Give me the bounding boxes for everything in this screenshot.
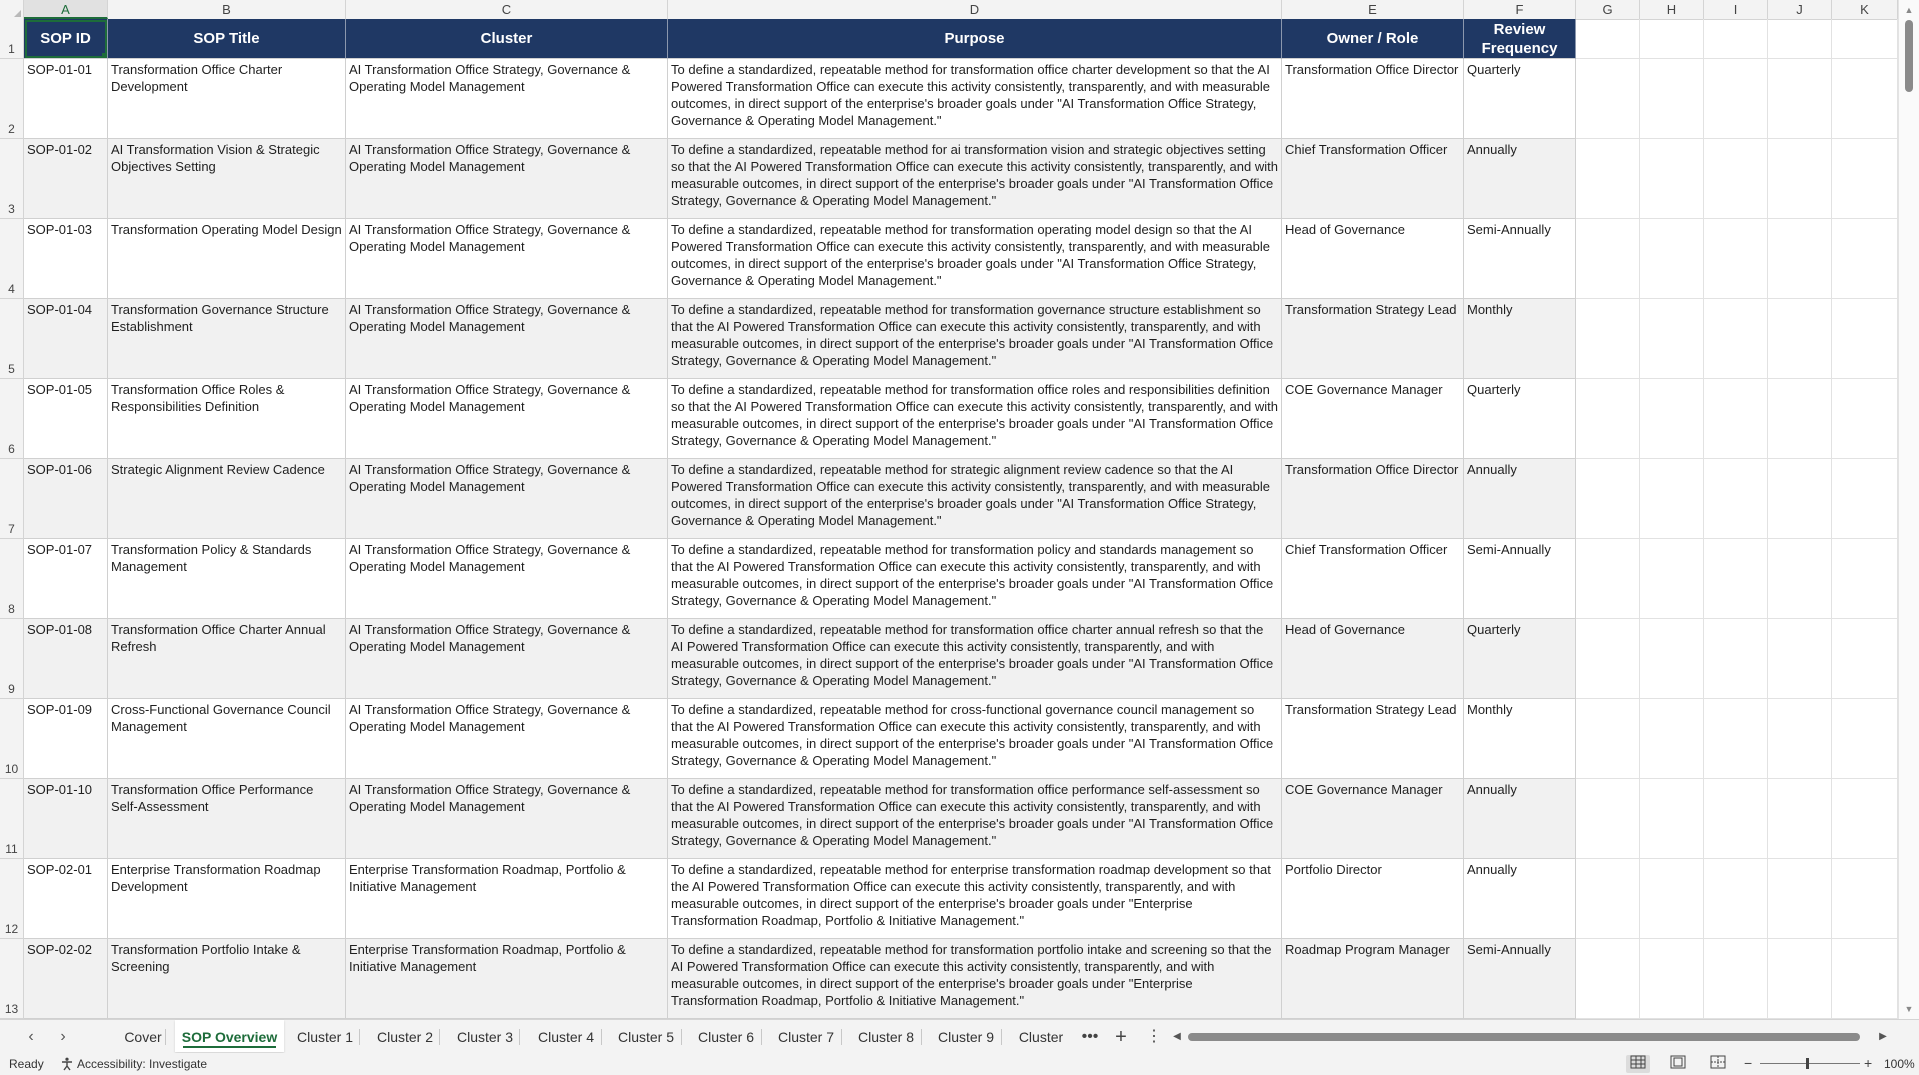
purpose-cell[interactable]: To define a standardized, repeatable method for transformation policy and standards management so that the AI Powered Transformation Office can execute this activity consistently, transparently, and with measurable outcomes, in direct support of the enterprise's broader goals under "AI Transformation Office Strategy, Governance & Operating Model Management." <box>668 539 1282 619</box>
purpose-cell[interactable]: To define a standardized, repeatable method for strategic alignment review cadence so that the AI Powered Transformation Office can execute this activity consistently, transparently, and with measurable outcomes, in direct support of the enterprise's broader goals under "AI Transformation Office Strategy, Governance & Operating Model Management." <box>668 459 1282 539</box>
horizontal-scrollbar[interactable] <box>1170 1028 1890 1046</box>
empty-cell[interactable] <box>1704 379 1768 459</box>
vertical-scrollbar[interactable] <box>1898 0 1919 1019</box>
header-sop-id[interactable]: SOP ID <box>24 19 108 59</box>
empty-cell[interactable] <box>1768 459 1832 539</box>
vertical-scroll-thumb[interactable] <box>1905 20 1913 92</box>
empty-cell[interactable] <box>1704 859 1768 939</box>
frequency-cell[interactable]: Quarterly <box>1464 59 1576 139</box>
cluster-cell[interactable]: AI Transformation Office Strategy, Governance & Operating Model Management <box>346 539 668 619</box>
empty-cell[interactable] <box>1576 859 1640 939</box>
sheet-tab-bar <box>0 1019 1919 1053</box>
empty-cell[interactable] <box>1704 459 1768 539</box>
empty-cell[interactable] <box>1832 299 1898 379</box>
owner-cell[interactable]: Transformation Strategy Lead <box>1282 699 1464 779</box>
cluster-cell[interactable]: AI Transformation Office Strategy, Governance & Operating Model Management <box>346 619 668 699</box>
empty-cell[interactable] <box>1832 699 1898 779</box>
owner-cell[interactable]: Transformation Office Director <box>1282 59 1464 139</box>
sop-id-cell[interactable]: SOP-01-01 <box>24 59 108 139</box>
row-header[interactable] <box>0 779 24 859</box>
purpose-cell[interactable]: To define a standardized, repeatable method for transformation office roles and responsibilities definition so that the AI Powered Transformation Office can execute this activity consistently, transparently, and with measurable outcomes, in direct support of the enterprise's broader goals under "AI Transformation Office Strategy, Governance & Operating Model Management." <box>668 379 1282 459</box>
cluster-cell[interactable]: AI Transformation Office Strategy, Governance & Operating Model Management <box>346 299 668 379</box>
sop-title-cell[interactable]: Strategic Alignment Review Cadence <box>108 459 346 539</box>
cluster-cell[interactable]: AI Transformation Office Strategy, Governance & Operating Model Management <box>346 139 668 219</box>
row-number: 10 <box>4 762 19 776</box>
purpose-cell[interactable]: To define a standardized, repeatable method for cross-functional governance council management so that the AI Powered Transformation Office can execute this activity consistently, transparently, and with measurable outcomes, in direct support of the enterprise's broader goals under "AI Transformation Office Strategy, Governance & Operating Model Management." <box>668 699 1282 779</box>
empty-cell[interactable] <box>1768 939 1832 1019</box>
empty-cell[interactable] <box>1576 459 1640 539</box>
empty-cell[interactable] <box>1704 219 1768 299</box>
zoom-level[interactable]: 100% <box>1884 1057 1915 1071</box>
empty-cell[interactable] <box>1768 699 1832 779</box>
empty-cell[interactable] <box>1640 699 1704 779</box>
row-header[interactable] <box>0 299 24 379</box>
sop-title-cell[interactable]: Transformation Operating Model Design <box>108 219 346 299</box>
sheet-tab[interactable]: Cluster 2 <box>370 1020 440 1052</box>
sheet-tab[interactable]: Cluster 7 <box>770 1020 842 1052</box>
header-owner-role[interactable]: Owner / Role <box>1282 19 1464 59</box>
empty-cell[interactable] <box>1640 939 1704 1019</box>
cluster-cell[interactable]: AI Transformation Office Strategy, Governance & Operating Model Management <box>346 779 668 859</box>
purpose-cell[interactable]: To define a standardized, repeatable method for transformation office charter annual refresh so that the AI Powered Transformation Office can execute this activity consistently, transparently, and with measurable outcomes, in direct support of the enterprise's broader goals under "AI Transformation Office Strategy, Governance & Operating Model Management." <box>668 619 1282 699</box>
empty-cell[interactable] <box>1704 619 1768 699</box>
owner-cell[interactable]: Head of Governance <box>1282 219 1464 299</box>
empty-cell[interactable] <box>1768 299 1832 379</box>
empty-cell[interactable] <box>1704 939 1768 1019</box>
row-number: 6 <box>8 442 15 456</box>
sop-title-cell[interactable]: Transformation Policy & Standards Management <box>108 539 346 619</box>
owner-cell[interactable]: Head of Governance <box>1282 619 1464 699</box>
empty-cell[interactable] <box>1832 59 1898 139</box>
accessibility-status[interactable] <box>60 1057 207 1071</box>
row-header[interactable] <box>0 379 24 459</box>
row-number: 8 <box>8 602 15 616</box>
frequency-cell[interactable]: Semi-Annually <box>1464 539 1576 619</box>
ellipsis-icon[interactable]: ••• <box>1081 1028 1099 1045</box>
empty-cell[interactable] <box>1832 459 1898 539</box>
vertical-ellipsis-icon[interactable]: ⋮ <box>1146 1028 1162 1045</box>
chevron-left-icon[interactable]: ‹ <box>28 1028 34 1045</box>
empty-cell[interactable] <box>1768 619 1832 699</box>
sop-id-cell[interactable]: SOP-01-03 <box>24 219 108 299</box>
sheet-tab[interactable]: Cluster 4 <box>530 1020 602 1052</box>
empty-cell[interactable] <box>1640 59 1704 139</box>
column-header-a[interactable]: A <box>24 0 108 19</box>
column-header-j[interactable]: J <box>1768 0 1832 19</box>
accessibility-label: Accessibility: Investigate <box>77 1057 208 1071</box>
scroll-down-icon[interactable]: ▼ <box>1904 1004 1914 1014</box>
empty-cell[interactable] <box>1640 459 1704 539</box>
cluster-cell[interactable]: AI Transformation Office Strategy, Governance & Operating Model Management <box>346 59 668 139</box>
sheet-tab[interactable]: Cluster 5 <box>610 1020 682 1052</box>
sop-id-cell[interactable]: SOP-01-05 <box>24 379 108 459</box>
purpose-cell[interactable]: To define a standardized, repeatable method for enterprise transformation roadmap development so that the AI Powered Transformation Office can execute this activity consistently, transparently, and with measurable outcomes, in direct support of the enterprise's broader goals under "Enterprise Transformation Roadmap, Portfolio & Initiative Management." <box>668 859 1282 939</box>
accessibility-icon <box>60 1057 74 1071</box>
sop-title-cell[interactable]: Transformation Office Charter Annual Refresh <box>108 619 346 699</box>
page-layout-icon[interactable] <box>1666 1055 1690 1073</box>
empty-cell[interactable] <box>1768 859 1832 939</box>
empty-cell[interactable] <box>1832 139 1898 219</box>
frequency-cell[interactable]: Quarterly <box>1464 619 1576 699</box>
empty-cell[interactable] <box>1640 379 1704 459</box>
row-number: 4 <box>8 282 15 296</box>
row-header[interactable] <box>0 939 24 1019</box>
sop-id-cell[interactable]: SOP-01-04 <box>24 299 108 379</box>
header-review-frequency[interactable]: Review Frequency <box>1464 19 1576 59</box>
purpose-cell[interactable]: To define a standardized, repeatable method for transformation operating model design so that the AI Powered Transformation Office can execute this activity consistently, transparently, and with measurable outcomes, in direct support of the enterprise's broader goals under "AI Transformation Office Strategy, Governance & Operating Model Management." <box>668 219 1282 299</box>
empty-cell[interactable] <box>1640 779 1704 859</box>
sop-title-cell[interactable]: Transformation Office Performance Self-Assessment <box>108 779 346 859</box>
purpose-cell[interactable]: To define a standardized, repeatable method for ai transformation vision and strategic objectives setting so that the AI Powered Transformation Office can execute this activity consistently, transparently, and with measurable outcomes, in direct support of the enterprise's broader goals under "AI Transformation Office Strategy, Governance & Operating Model Management." <box>668 139 1282 219</box>
row-number: 2 <box>8 122 15 136</box>
status-bar <box>0 1053 1919 1075</box>
owner-cell[interactable]: Chief Transformation Officer <box>1282 139 1464 219</box>
empty-cell[interactable] <box>1768 379 1832 459</box>
empty-cell[interactable] <box>1576 619 1640 699</box>
plus-icon[interactable]: + <box>1115 1026 1127 1048</box>
column-header-i[interactable]: I <box>1704 0 1768 19</box>
empty-cell[interactable] <box>1832 859 1898 939</box>
cluster-cell[interactable]: AI Transformation Office Strategy, Governance & Operating Model Management <box>346 379 668 459</box>
empty-cell[interactable] <box>1704 699 1768 779</box>
row-header[interactable] <box>0 619 24 699</box>
horizontal-scroll-thumb[interactable] <box>1188 1033 1860 1041</box>
row-header[interactable] <box>0 539 24 619</box>
row-number: 1 <box>8 42 15 56</box>
scroll-up-icon[interactable]: ▲ <box>1904 5 1914 15</box>
zoom-slider[interactable] <box>1760 1063 1860 1064</box>
empty-cell[interactable] <box>1576 539 1640 619</box>
cluster-cell[interactable]: AI Transformation Office Strategy, Governance & Operating Model Management <box>346 459 668 539</box>
column-header-bar <box>0 0 1898 20</box>
empty-cell[interactable] <box>1768 219 1832 299</box>
frequency-cell[interactable]: Annually <box>1464 459 1576 539</box>
sheet-tab[interactable]: Cluster <box>1018 1029 1064 1045</box>
empty-cell[interactable] <box>1576 939 1640 1019</box>
frequency-cell[interactable]: Monthly <box>1464 699 1576 779</box>
zoom-in-icon[interactable]: + <box>1864 1055 1873 1071</box>
empty-cell[interactable] <box>1640 539 1704 619</box>
header-purpose[interactable]: Purpose <box>668 19 1282 59</box>
owner-cell[interactable]: Chief Transformation Officer <box>1282 539 1464 619</box>
frequency-cell[interactable]: Quarterly <box>1464 379 1576 459</box>
row-number: 5 <box>8 362 15 376</box>
cluster-cell[interactable]: AI Transformation Office Strategy, Governance & Operating Model Management <box>346 219 668 299</box>
frequency-cell[interactable]: Annually <box>1464 779 1576 859</box>
row-header-1[interactable] <box>0 19 24 59</box>
empty-cell[interactable] <box>1704 299 1768 379</box>
frequency-cell[interactable]: Annually <box>1464 859 1576 939</box>
chevron-right-icon[interactable]: › <box>60 1028 66 1045</box>
purpose-cell[interactable]: To define a standardized, repeatable method for transformation governance structure establishment so that the AI Powered Transformation Office can execute this activity consistently, transparently, and with measurable outcomes, in direct support of the enterprise's broader goals under "AI Transformation Office Strategy, Governance & Operating Model Management." <box>668 299 1282 379</box>
sop-id-cell[interactable]: SOP-01-10 <box>24 779 108 859</box>
empty-cell[interactable] <box>1768 59 1832 139</box>
row-header[interactable] <box>0 219 24 299</box>
column-header-b[interactable]: B <box>108 0 346 19</box>
sop-title-cell[interactable]: Transformation Office Charter Development <box>108 59 346 139</box>
zoom-out-icon[interactable]: − <box>1744 1055 1753 1071</box>
grid-view-icon[interactable] <box>1626 1055 1650 1073</box>
sop-id-cell[interactable]: SOP-02-02 <box>24 939 108 1019</box>
purpose-cell[interactable]: To define a standardized, repeatable method for transformation office performance self-assessment so that the AI Powered Transformation Office can execute this activity consistently, transparently, and with measurable outcomes, in direct support of the enterprise's broader goals under "AI Transformation Office Strategy, Governance & Operating Model Management." <box>668 779 1282 859</box>
empty-cell[interactable] <box>1576 379 1640 459</box>
empty-cell[interactable] <box>1768 139 1832 219</box>
empty-cell[interactable] <box>1640 219 1704 299</box>
sheet-tab[interactable]: Cluster 1 <box>290 1020 360 1052</box>
page-break-icon[interactable] <box>1706 1055 1730 1073</box>
sheet-tab[interactable]: Cluster 9 <box>930 1020 1002 1052</box>
empty-cell[interactable] <box>1640 619 1704 699</box>
frequency-cell[interactable]: Annually <box>1464 139 1576 219</box>
row-number: 12 <box>4 922 19 936</box>
empty-cell[interactable] <box>1576 299 1640 379</box>
sheet-tab[interactable]: Cluster 3 <box>450 1020 520 1052</box>
row-header[interactable] <box>0 859 24 939</box>
empty-cell[interactable] <box>1832 779 1898 859</box>
column-header-g[interactable]: G <box>1576 0 1640 19</box>
sop-title-cell[interactable]: Transformation Office Roles & Responsibilities Definition <box>108 379 346 459</box>
empty-cell[interactable] <box>1832 539 1898 619</box>
cluster-cell[interactable]: AI Transformation Office Strategy, Governance & Operating Model Management <box>346 699 668 779</box>
frequency-cell[interactable]: Monthly <box>1464 299 1576 379</box>
empty-cell[interactable] <box>1576 219 1640 299</box>
row-header[interactable] <box>0 59 24 139</box>
row-number: 3 <box>8 202 15 216</box>
cluster-cell[interactable]: Enterprise Transformation Roadmap, Portfolio & Initiative Management <box>346 939 668 1019</box>
sop-id-cell[interactable]: SOP-01-07 <box>24 539 108 619</box>
empty-cell[interactable] <box>1832 619 1898 699</box>
empty-cell[interactable] <box>1640 859 1704 939</box>
empty-cell[interactable] <box>1704 59 1768 139</box>
owner-cell[interactable]: COE Governance Manager <box>1282 779 1464 859</box>
owner-cell[interactable]: Transformation Office Director <box>1282 459 1464 539</box>
empty-cell[interactable] <box>1576 699 1640 779</box>
sheet-tab[interactable]: Cluster 8 <box>850 1020 922 1052</box>
owner-cell[interactable]: Transformation Strategy Lead <box>1282 299 1464 379</box>
sop-title-cell[interactable]: AI Transformation Vision & Strategic Objectives Setting <box>108 139 346 219</box>
empty-cell[interactable] <box>1768 779 1832 859</box>
empty-cell[interactable] <box>1576 779 1640 859</box>
row-number: 13 <box>4 1002 19 1016</box>
sop-title-cell[interactable]: Enterprise Transformation Roadmap Development <box>108 859 346 939</box>
frequency-cell[interactable]: Semi-Annually <box>1464 219 1576 299</box>
empty-cell[interactable] <box>1704 139 1768 219</box>
owner-cell[interactable]: Portfolio Director <box>1282 859 1464 939</box>
empty-cell[interactable] <box>1640 19 1704 59</box>
sheet-tab[interactable]: Cluster 6 <box>690 1020 762 1052</box>
empty-cell[interactable] <box>1640 299 1704 379</box>
empty-cell[interactable] <box>1704 779 1768 859</box>
status-ready: Ready <box>9 1057 44 1071</box>
row-number: 9 <box>8 682 15 696</box>
empty-cell[interactable] <box>1640 139 1704 219</box>
sop-id-cell[interactable]: SOP-01-09 <box>24 699 108 779</box>
sop-id-cell[interactable]: SOP-02-01 <box>24 859 108 939</box>
empty-cell[interactable] <box>1704 539 1768 619</box>
column-header-d[interactable]: D <box>668 0 1282 19</box>
owner-cell[interactable]: Roadmap Program Manager <box>1282 939 1464 1019</box>
row-header[interactable] <box>0 139 24 219</box>
sop-id-cell[interactable]: SOP-01-02 <box>24 139 108 219</box>
column-header-h[interactable]: H <box>1640 0 1704 19</box>
empty-cell[interactable] <box>1768 19 1832 59</box>
row-header[interactable] <box>0 699 24 779</box>
row-number: 7 <box>8 522 15 536</box>
sop-id-cell[interactable]: SOP-01-08 <box>24 619 108 699</box>
scroll-right-icon[interactable]: ▶ <box>1879 1031 1887 1042</box>
empty-cell[interactable] <box>1576 19 1640 59</box>
sop-title-cell[interactable]: Transformation Governance Structure Establishment <box>108 299 346 379</box>
cluster-cell[interactable]: Enterprise Transformation Roadmap, Portfolio & Initiative Management <box>346 859 668 939</box>
column-header-c[interactable]: C <box>346 0 668 19</box>
sop-id-cell[interactable]: SOP-01-06 <box>24 459 108 539</box>
scroll-left-icon[interactable]: ◀ <box>1173 1031 1181 1042</box>
empty-cell[interactable] <box>1832 19 1898 59</box>
header-cluster[interactable]: Cluster <box>346 19 668 59</box>
select-all-corner[interactable] <box>0 0 24 19</box>
empty-cell[interactable] <box>1832 939 1898 1019</box>
empty-cell[interactable] <box>1704 19 1768 59</box>
sheet-tab[interactable]: SOP Overview <box>175 1020 284 1052</box>
zoom-slider-knob[interactable] <box>1806 1058 1809 1069</box>
column-header-e[interactable]: E <box>1282 0 1464 19</box>
empty-cell[interactable] <box>1768 539 1832 619</box>
frequency-cell[interactable]: Semi-Annually <box>1464 939 1576 1019</box>
row-header[interactable] <box>0 459 24 539</box>
sop-title-cell[interactable]: Cross-Functional Governance Council Management <box>108 699 346 779</box>
owner-cell[interactable]: COE Governance Manager <box>1282 379 1464 459</box>
empty-cell[interactable] <box>1576 139 1640 219</box>
row-number: 11 <box>5 842 18 856</box>
column-header-f[interactable]: F <box>1464 0 1576 19</box>
sop-title-cell[interactable]: Transformation Portfolio Intake & Screening <box>108 939 346 1019</box>
empty-cell[interactable] <box>1832 379 1898 459</box>
sheet-tab[interactable]: Cover <box>120 1020 166 1052</box>
empty-cell[interactable] <box>1576 59 1640 139</box>
header-sop-title[interactable]: SOP Title <box>108 19 346 59</box>
empty-cell[interactable] <box>1832 219 1898 299</box>
purpose-cell[interactable]: To define a standardized, repeatable method for transformation office charter development so that the AI Powered Transformation Office can execute this activity consistently, transparently, and with measurable outcomes, in direct support of the enterprise's broader goals under "AI Transformation Office Strategy, Governance & Operating Model Management." <box>668 59 1282 139</box>
purpose-cell[interactable]: To define a standardized, repeatable method for transformation portfolio intake and screening so that the AI Powered Transformation Office can execute this activity consistently, transparently, and with measurable outcomes, in direct support of the enterprise's broader goals under "Enterprise Transformation Roadmap, Portfolio & Initiative Management." <box>668 939 1282 1019</box>
column-header-k[interactable]: K <box>1832 0 1898 19</box>
